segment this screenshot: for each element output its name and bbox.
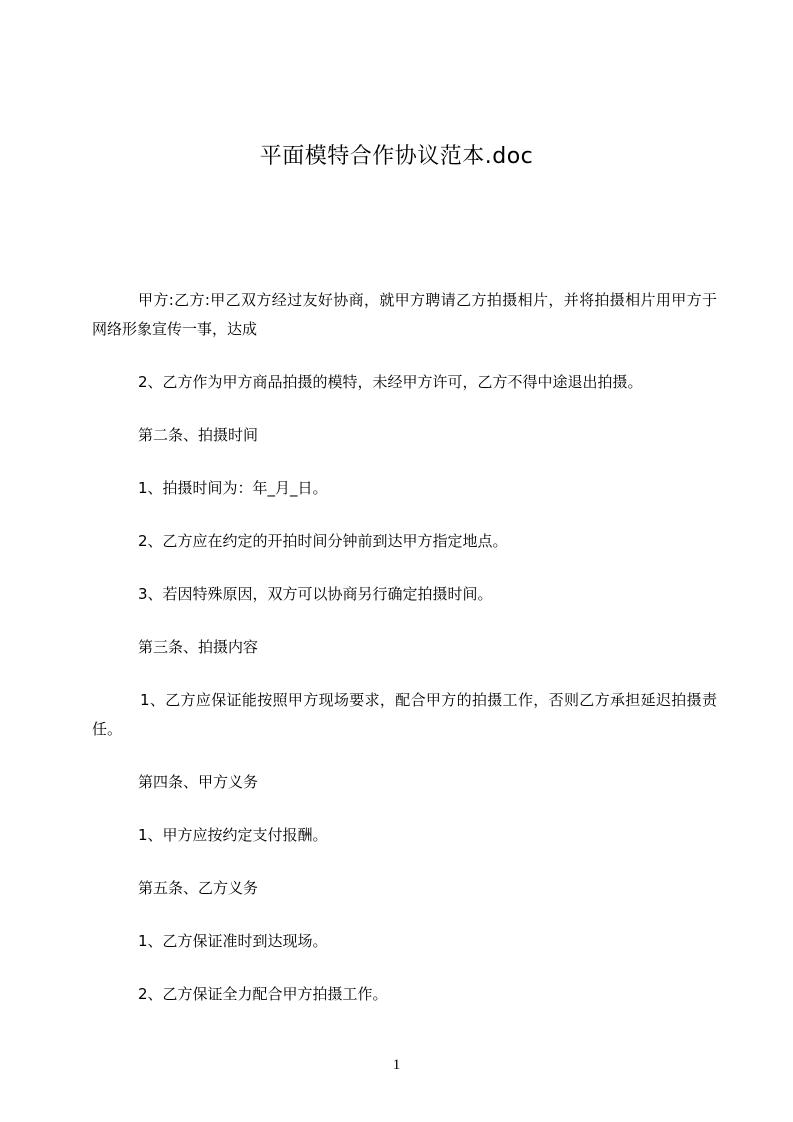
paragraph-item: 1、乙方应保证能按照甲方现场要求，配合甲方的拍摄工作，否则乙方承担延迟拍摄责任。 bbox=[92, 691, 717, 738]
section-heading: 第二条、拍摄时间 bbox=[138, 426, 259, 444]
page-number: 1 bbox=[392, 1057, 401, 1073]
paragraph-item: 3、若因特殊原因，双方可以协商另行确定拍摄时间。 bbox=[138, 585, 493, 603]
paragraph-item: 1、拍摄时间为：年_月_日。 bbox=[138, 479, 328, 497]
paragraph-intro: 甲方:乙方:甲乙双方经过友好协商，就甲方聘请乙方拍摄相片，并将拍摄相片用甲方于网络形象宣传一事，达成 bbox=[92, 291, 717, 338]
paragraph-item: 1、甲方应按约定支付报酬。 bbox=[138, 826, 328, 844]
paragraph-item: 2、乙方作为甲方商品拍摄的模特，未经甲方许可，乙方不得中途退出拍摄。 bbox=[138, 373, 643, 391]
paragraph-item: 2、乙方保证全力配合甲方拍摄工作。 bbox=[138, 985, 388, 1003]
section-heading: 第五条、乙方义务 bbox=[138, 879, 259, 897]
document-body bbox=[92, 286, 717, 1033]
document-title: 平面模特合作协议范本.doc bbox=[259, 144, 534, 169]
paragraph-item: 1、乙方保证准时到达现场。 bbox=[138, 932, 328, 950]
section-heading: 第四条、甲方义务 bbox=[138, 773, 259, 791]
section-heading: 第三条、拍摄内容 bbox=[138, 638, 259, 656]
paragraph-item: 2、乙方应在约定的开拍时间分钟前到达甲方指定地点。 bbox=[138, 532, 508, 550]
